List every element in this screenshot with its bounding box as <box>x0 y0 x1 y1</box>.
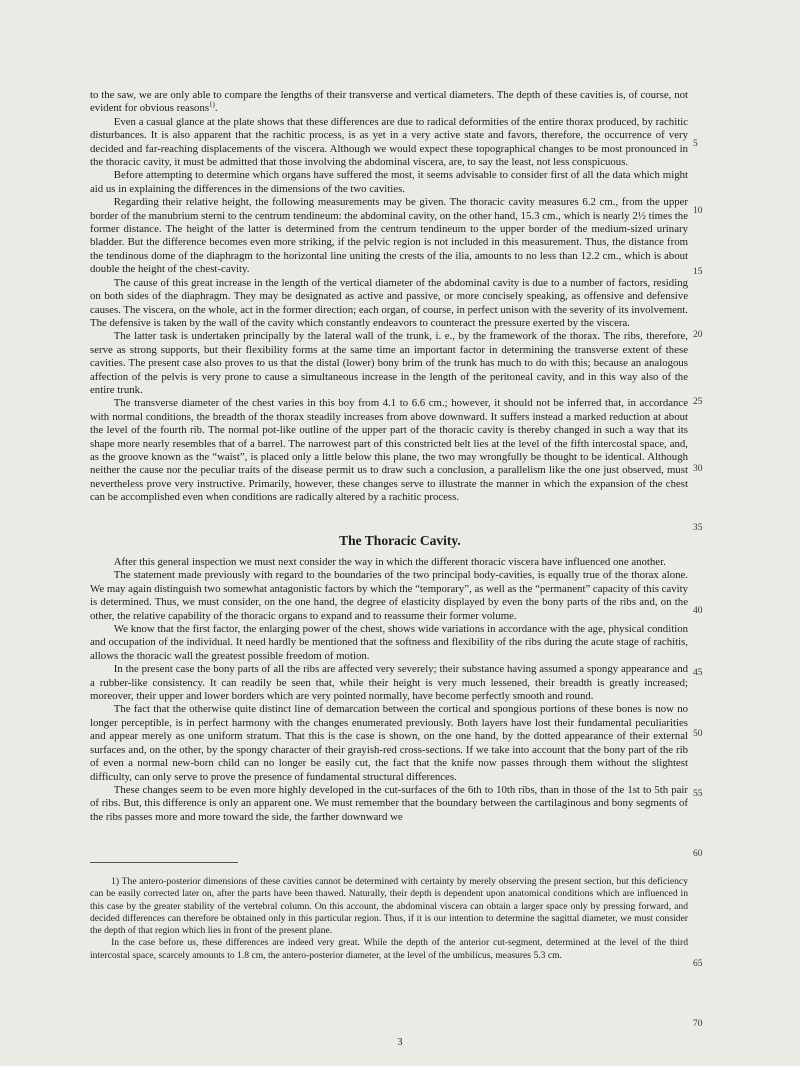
line-number: 40 <box>693 606 703 616</box>
paragraph: The fact that the otherwise quite distinct line of demarcation between the cortical and spongious portions of these bones is now no longer perceptible, is in perfect harmony with the changes enumerated previously. Both layers have lost their fundamental peculiarities and appear merely as one uniform stratum. That this is the case is shown, on the one hand, by the dotted appearance of their external surfaces and, on the other, by the spongy character of their grayish-red cross-sections. If we take into account that the bony part of the rib of even a normal new-born child can no longer be easily cut, the fact that the knife now passes through them without the slightest difficulty, can only serve to prove the presence of fundamental structural differences. <box>90 703 688 783</box>
line-number: 15 <box>693 267 703 277</box>
paragraph: After this general inspection we must next consider the way in which the different thoracic viscera have influenced one another. <box>113 556 666 568</box>
paragraph: to the saw, we are only able to compare the lengths of their transverse and vertical diameters. The depth of these cavities is, of course, not evident for obvious reasons$^{1)}$. <box>90 89 688 115</box>
line-number: 65 <box>693 959 703 969</box>
paragraph: Before attempting to determine which organs have suffered the most, it seems advisable to consider first of all the data which might aid us in explaining the differences in the dimensions of the two cavities. <box>90 169 688 195</box>
body-text-lower <box>90 556 688 824</box>
paragraph: The cause of this great increase in the length of the vertical diameter of the abdominal cavity is due to a number of factors, residing on both sides of the diaphragm. They may be designated as active and passive, or more concisely speaking, as offensive and defensive causes. The viscera, on the whole, act in the former direction; each organ, of course, in perfect unison with the severity of its involvement. The defensive is taken by the wall of the cavity which constantly endeavors to counteract the pressure exerted by the viscera. <box>90 276 688 329</box>
body-text-upper <box>90 89 688 505</box>
paragraph: These changes seem to be even more highly developed in the cut-surfaces of the 6th to 10th ribs, than in those of the 1st to 5th pair of ribs. But, this difference is only an apparent one. We must remember that the boundary between the cartilaginous and bony segments of the ribs passes more and more toward the side, the farther downward we <box>90 783 688 823</box>
line-number: 10 <box>693 206 703 216</box>
line-number: 30 <box>693 464 703 474</box>
section-heading: The Thoracic Cavity. <box>339 533 461 548</box>
page-number: 3 <box>397 1037 403 1048</box>
footnote: In the case before us, these differences are indeed very great. While the depth of the anterior cut-segment, determined at the level of the third intercostal space, scarcely amounts to 1.8 cm, the antero-posterior diameter, at the level of the umbilicus, measures 5.3 cm. <box>90 937 688 961</box>
line-number: 25 <box>693 397 703 407</box>
paragraph: Even a casual glance at the plate shows that these differences are due to radical deformities of the entire thorax produced, by rachitic disturbances. It is also apparent that the rachitic process, is as yet in a very active state and favors, therefore, the occurrence of very decided and far-reaching displacements of the viscera. Although we would expect these topographical changes to be most pronounced in the thoracic cavity, it must be admitted that those involving the abdominal viscera, are, to say the least, not less conspicuous. <box>90 115 688 169</box>
footnote-ref: 1) <box>209 100 215 109</box>
paragraph: We know that the first factor, the enlarging power of the chest, shows wide variations in accordance with the age, physical condition and occupation of the individual. It need hardly be mentioned that the softness and flexibility of the ribs during the acute stage of rachitis, allows the thoracic wall the greatest possible freedom of motion. <box>90 623 688 662</box>
line-number: 60 <box>693 849 703 859</box>
line-number: 20 <box>693 330 703 340</box>
line-number: 70 <box>693 1019 703 1029</box>
footnote-divider <box>90 862 238 863</box>
line-number: 35 <box>693 523 703 533</box>
line-number: 5 <box>693 139 698 149</box>
paragraph: The latter task is undertaken principally by the lateral wall of the trunk, i. e., by the framework of the thorax. The ribs, therefore, serve as strong supports, but their flexibility forms at the same time an important factor in determining the transverse extent of these cavities. The present case also proves to us that the distal (lower) bony brim of the trunk has much to do with this; because an analogous affection of the pelvis is very prone to cause a simultaneous increase in the length of the peritoneal cavity, and in this way also of the entire trunk. <box>90 330 688 396</box>
footnotes <box>90 876 688 962</box>
paragraph: The statement made previously with regard to the boundaries of the two principal body-cavities, is equally true of the thorax alone. We may again distinguish two somewhat antagonistic factors by which the “temporary”, as well as the “permanent” capacity of this cavity is determined. Thus, we must consider, on the one hand, the degree of elasticity displayed by even the bony parts of the ribs and, on the other, the relative capability of the thoracic organs to expand and to reassume their former volume. <box>90 569 688 622</box>
paragraph: In the present case the bony parts of all the ribs are affected very severely; their substance having assumed a spongy appearance and a rubber-like consistency. It can readily be seen that, while their height is very much lessened, their breadth is greatly increased; moreover, their upper and lower borders which are very pointed normally, have become perfectly smooth and round. <box>90 663 688 703</box>
line-number: 55 <box>693 789 703 799</box>
paragraph: The transverse diameter of the chest varies in this boy from 4.1 to 6.6 cm.; however, it should not be inferred that, in accordance with normal conditions, the breadth of the thorax steadily increases from above downward. It suffers instead a marked reduction at about the level of the fourth rib. The normal pot-like outline of the upper part of the thoracic cavity is thereby changed in such a way that its shape more nearly resembles that of a barrel. The narrowest part of this constricted belt lies at the level of the fifth intercostal space, and, as the groove known as the “waist”, is placed only a little below this plane, the two may wrongfully be thought to be identical. Although neither the cause nor the peculiar traits of the disease permit us to draw such a conclusion, a parallelism like the one just observed, must nevertheless prove very instructive. Primarily, however, these changes serve to illustrate the manner in which the expansion of the chest can be accomplished even when conditions are radically altered by a rachitic process. <box>90 397 688 504</box>
footnote: 1) The antero-posterior dimensions of these cavities cannot be determined with certainty by merely observing the present section, but this deficiency can be easily corrected later on, after the parts have been thawed. Naturally, their depth is dependent upon anatomical conditions which are influenced in this case by the greater stability of the vertebral column. On this account, the abdominal viscera can obtain a larger space only by pressing forward, and decided differences can therefore be obtained only in this particular region. Thus, if it is our intention to determine the sagittal diameter, we must consider the depth of that region which lies in front of the present plane. <box>90 876 688 937</box>
line-number: 45 <box>693 668 703 678</box>
line-number: 50 <box>693 729 703 739</box>
paragraph: Regarding their relative height, the following measurements may be given. The thoracic cavity measures 6.2 cm., from the upper border of the manubrium sterni to the centrum tendineum: the abdominal cavity, on the other hand, 15.3 cm., which is nearly 2½ times the former distance. The height of the latter is determined from the centrum tendineum to the upper border of the medium-sized urinary bladder. But the difference becomes even more striking, if the pelvic region is not included in this measurement. Thus, the distance from the tendinous dome of the diaphragm to the horizontal line uniting the crests of the ilia, amounts to no less than 12.2 cm., which is about double the height of the chest-cavity. <box>90 196 688 276</box>
